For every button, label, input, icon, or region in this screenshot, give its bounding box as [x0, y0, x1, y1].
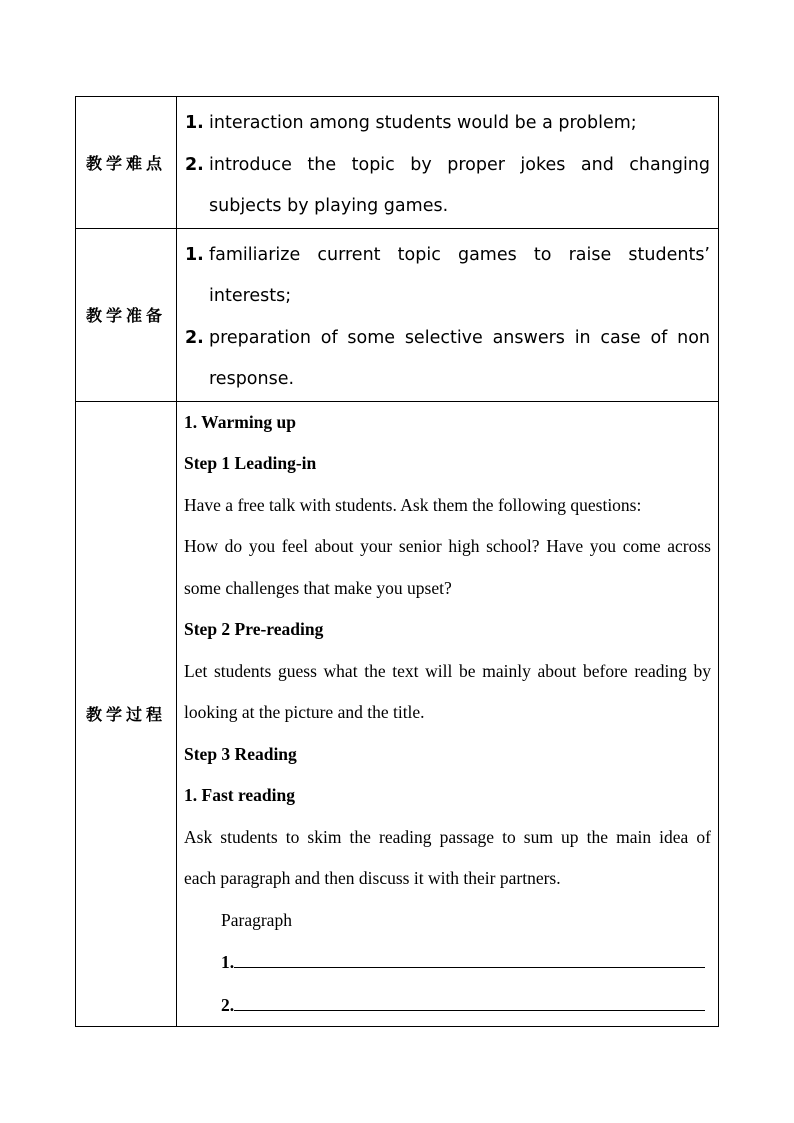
difficulty-list — [177, 97, 718, 228]
difficulty-content — [177, 97, 719, 229]
table-row-difficulty — [76, 97, 719, 229]
list-text-line: preparation of some selective answers in case of non — [209, 327, 710, 348]
list-text: interaction among students would be a problem; — [209, 113, 637, 133]
preparation-list — [177, 229, 718, 401]
step-heading: Step 2 Pre-reading — [184, 619, 324, 639]
preparation-label: 教学准备 — [76, 228, 177, 401]
step-text-line: Let students guess what the text will be mainly about before reading by — [184, 660, 711, 681]
fill-in-blank[interactable] — [184, 984, 711, 1027]
list-text — [209, 145, 710, 228]
blank-underline — [234, 984, 705, 1011]
preparation-content — [177, 228, 719, 401]
list-text-line: introduce the topic by proper jokes and changing — [209, 154, 710, 175]
process-body — [177, 402, 718, 1026]
step-text: Have a free talk with students. Ask them the following questions: — [184, 494, 642, 515]
list-text — [209, 318, 710, 401]
step-heading: Step 1 Leading-in — [184, 453, 317, 473]
list-item — [185, 318, 710, 401]
list-text-line: subjects by playing games. — [209, 196, 449, 216]
table-row-preparation — [76, 228, 719, 401]
process-content — [177, 401, 719, 1026]
blank-underline — [234, 941, 705, 968]
list-text-line: interests; — [209, 286, 292, 306]
table-row-process — [76, 401, 719, 1026]
list-item — [185, 145, 710, 228]
blank-number: 1. — [221, 952, 235, 972]
fill-in-blank[interactable] — [184, 941, 711, 984]
difficulty-label: 教学难点 — [76, 97, 177, 229]
paragraph-label: Paragraph — [221, 909, 292, 930]
process-label: 教学过程 — [76, 401, 177, 1026]
list-text-line: familiarize current topic games to raise students’ — [209, 244, 710, 265]
blank-number: 2. — [221, 994, 235, 1015]
list-number: 2. — [185, 154, 204, 175]
list-text — [209, 235, 710, 318]
step-text-line: Ask students to skim the reading passage to sum up the main idea of — [184, 826, 711, 847]
step-text-line: each paragraph and then discuss it with their partners. — [184, 868, 561, 888]
list-text-line: response. — [209, 369, 295, 389]
step-text-line: How do you feel about your senior high school? Have you come across — [184, 536, 711, 556]
list-number: 1. — [185, 244, 204, 265]
step-heading: Step 3 Reading — [184, 743, 297, 764]
list-number: 1. — [185, 113, 204, 133]
section-heading: 1. Warming up — [184, 411, 296, 432]
list-item — [185, 103, 710, 145]
step-text-line: some challenges that make you upset? — [184, 577, 452, 598]
lesson-plan-table — [75, 96, 719, 1027]
step-text-line: looking at the picture and the title. — [184, 702, 425, 722]
list-number: 2. — [185, 327, 204, 348]
sub-heading: 1. Fast reading — [184, 785, 295, 805]
list-item — [185, 235, 710, 318]
